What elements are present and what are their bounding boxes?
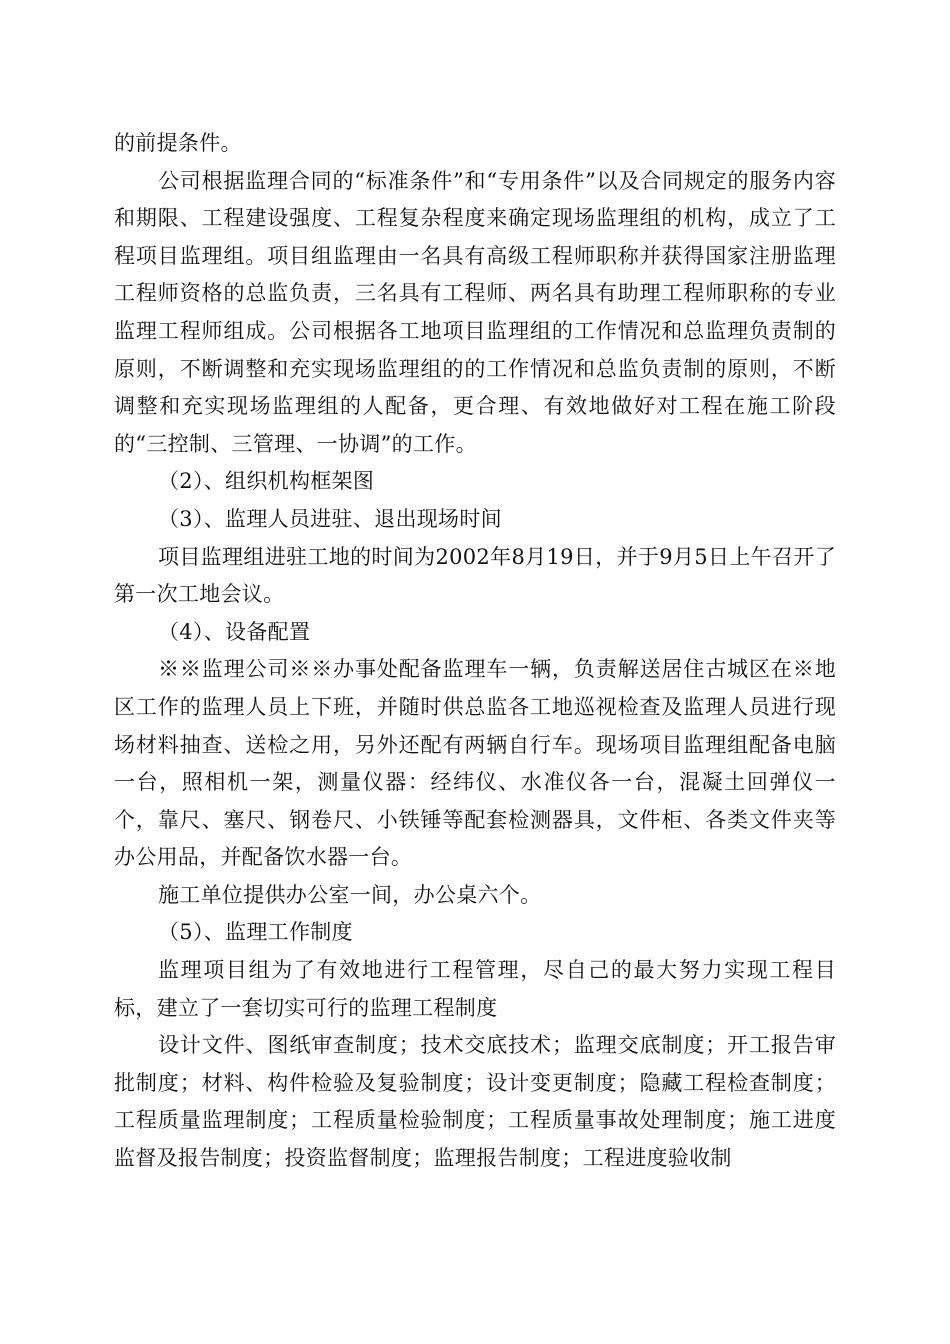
paragraph-system-list: 设计文件、图纸审查制度；技术交底技术；监理交底制度；开工报告审批制度；材料、构件检验及复验制度；设计变更制度；隐藏工程检查制度；工程质量监理制度；工程质量检验制度；工程质量事故处理制度；施工进度监督及报告制度；投资监督制度；监理报告制度；工程进度验收制 <box>114 1033 836 1171</box>
paragraph-entry-time: 项目监理组进驻工地的时间为2002年8月19日，并于9月5日上午召开了第一次工地会议。 <box>114 544 836 607</box>
paragraph-work-system: 监理项目组为了有效地进行工程管理，尽自己的最大努力实现工程目标，建立了一套切实可行的监理工程制度 <box>114 958 836 1020</box>
paragraph-office: 施工单位提供办公室一间，办公桌六个。 <box>158 882 542 907</box>
heading-staff-schedule: （3）、监理人员进驻、退出现场时间 <box>158 506 502 531</box>
document-page <box>114 125 836 1178</box>
heading-equipment: （4）、设备配置 <box>158 619 311 644</box>
paragraph-equipment: ※※监理公司※※办事处配备监理车一辆，负责解送居住古城区在※地区工作的监理人员上下班，并随时供总监各工地巡视检查及监理人员进行现场材料抽查、送检之用，另外还配有两辆自行车。现场项目监理组配备电脑一台，照相机一架，测量仪器：经纬仪、水准仪各一台，混凝土回弹仪一个，靠尺、塞尺、钢卷尺、小铁锤等配套检测器具，文件柜、各类文件夹等办公用品，并配备饮水器一台。 <box>114 657 836 870</box>
paragraph-continuation: 的前提条件。 <box>114 131 242 155</box>
heading-work-system: （5）、监理工作制度 <box>158 920 353 945</box>
heading-org-chart: （2）、组织机构框架图 <box>158 469 375 494</box>
paragraph-organization: 公司根据监理合同的“标准条件”和“专用条件”以及合同规定的服务内容和期限、工程建设强度、工程复杂程度来确定现场监理组的机构，成立了工程项目监理组。项目组监理由一名具有高级工程师职称并获得国家注册监理工程师资格的总监负责，三名具有工程师、两名具有助理工程师职称的专业监理工程师组成。公司根据各工地项目监理组的工作情况和总监理负责制的原则，不断调整和充实现场监理组的的工作情况和总监负责制的原则，不断调整和充实现场监理组的人配备，更合理、有效地做好对工程在施工阶段的“三控制、三管理、一协调”的工作。 <box>114 168 836 456</box>
